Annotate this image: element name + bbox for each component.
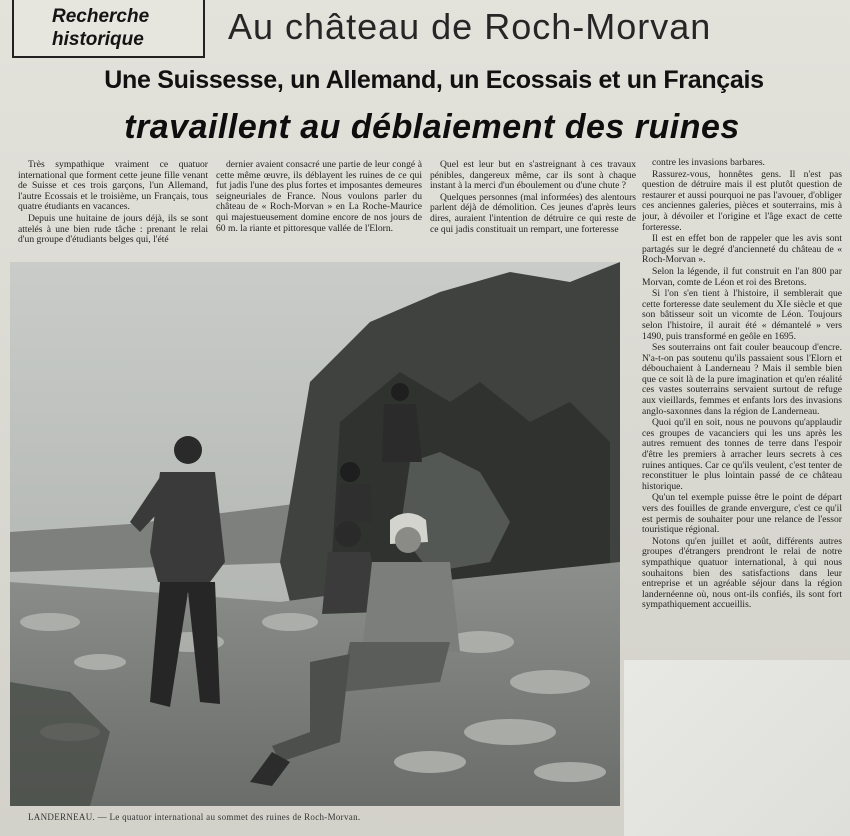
text-column-4 — [642, 158, 842, 668]
paragraph: Si l'on s'en tient à l'histoire, il semblerait que cette forteresse date seulement du XIe siècle et que son bâtisseur soit un vicomte de Léon. Toujours selon l'histoire, il aurait été « démantelé » vers 1490, puis transformé en geôle en 1695. — [642, 288, 842, 342]
paper-fold — [624, 660, 850, 836]
kicker-line-1: Recherche — [52, 6, 150, 27]
paragraph: Quoi qu'il en soit, nous ne pouvons qu'applaudir ces groupes de vacanciers qui les uns après les autres remuent des tonnes de terre dans l'espoir d'être les premiers à arracher leurs secrets à ces ruines antiques. Car ce qu'ils veulent, c'est tenter de reconstituer le plus lointain passé de ce château historique. — [642, 417, 842, 492]
text-column-2 — [216, 160, 422, 264]
photo-caption: LANDERNEAU. — Le quatuor international au sommet des ruines de Roch-Morvan. — [28, 812, 361, 822]
paragraph: Il est en effet bon de rappeler que les avis sont partagés sur le degré d'ancienneté du château de « Roch-Morvan ». — [642, 233, 842, 266]
paragraph: Quelques personnes (mal informées) des alentours parlent déjà de démolition. Ces jeunes d'après leurs dires, auraient l'intention de détruire ce qui reste de ce qui jadis constituait un rempart, une forteresse — [430, 191, 636, 235]
paragraph: Notons qu'en juillet et août, différents autres groupes d'étrangers prendront le relai de notre sympathique quatuor international, à qui nous souhaitons bien des satisfactions dans leur entreprise et un agréable séjour dans la région landernéenne où, nous ont-ils confiés, ils sont fort sympathiquement accueillis. — [642, 535, 842, 611]
paragraph: Depuis une huitaine de jours déjà, ils se sont attelés à une bien rude tâche : prenant le relai d'un groupe d'étudiants belges qui, l'été — [18, 212, 208, 246]
paragraph: contre les invasions barbares. — [652, 158, 765, 168]
article-title: Au château de Roch-Morvan — [228, 6, 712, 47]
paragraph: Rassurez-vous, honnêtes gens. Il n'est pas question de détruire mais il est plutôt question de restaurer et aussi pourquoi ne pas l'avouer, d'obliger ces anciennes galeries, pièces et souterrains, mis à jour, à dévoiler et l'origine et l'âge exact de cette forteresse. — [642, 168, 842, 233]
paragraph: Quel est leur but en s'astreignant à ces travaux pénibles, dangereux même, car ils sont à chaque instant à la merci d'un éboulement ou d'une chute ? — [430, 160, 636, 192]
text-column-3 — [430, 160, 636, 264]
paragraph: Selon la légende, il fut construit en l'an 800 par Morvan, comte de Léon et roi des Bretons. — [642, 265, 842, 288]
article-headline: travaillent au déblaiement des ruines — [124, 108, 740, 146]
text-column-1 — [18, 160, 208, 264]
section-kicker — [12, 0, 205, 58]
paragraph: Très sympathique vraiment ce quatuor international que forment cette jeune fille venant de Suisse et ces trois garçons, l'un Allemand, l'autre Ecossais et le troisième, un Français, tous quatre étudiants en vacances. — [18, 160, 208, 213]
kicker-line-2: historique — [52, 29, 144, 50]
paragraph: dernier avaient consacré une partie de leur congé à cette même œuvre, ils déblayent les ruines de ce qui fut jadis l'une des plus fortes et imposantes demeures seigneuriales de France. Nous voulons parler du château de « Roch-Morvan » en La Roche-Maurice qui majestueusement domine encore de nos jours de 60 m. la riante et pittoresque vallée de l'Elorn. — [216, 160, 422, 234]
photo-illustration — [10, 262, 620, 806]
paragraph: Ses souterrains ont fait couler beaucoup d'encre. N'a-t-on pas soutenu qu'ils passaient sous l'Elorn et débouchaient à Landerneau ? Mais il semble bien que ce soit là de la pure imagination et qu'en réalité ces vastes souterrains servaient surtout de refuge aux vieillards, femmes et enfants lors des invasions anglo-saxonnes dans la région de Landerneau. — [642, 342, 842, 417]
paragraph: Qu'un tel exemple puisse être le point de départ vers des fouilles de grande envergure, c'est ce qu'il est permis de souhaiter pour une relance de l'essor touristique régional. — [642, 492, 842, 536]
article-photo — [10, 262, 620, 806]
article-subhead: Une Suissesse, un Allemand, un Ecossais et un Français — [104, 66, 764, 94]
